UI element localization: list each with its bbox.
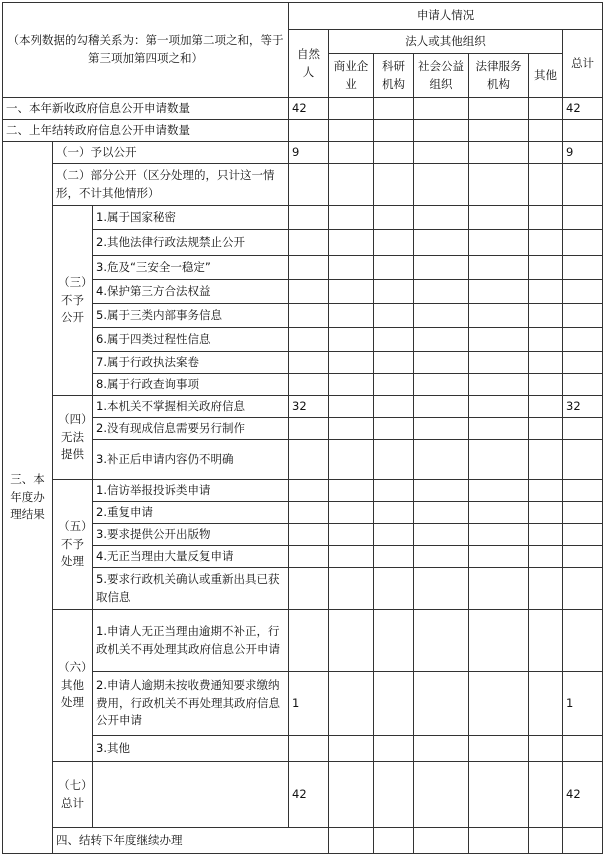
row-other-handling-natural: 1 [289, 672, 329, 736]
row-new-requests-total: 42 [563, 98, 603, 120]
header-legal-or-other-org: 法人或其他组织 [329, 30, 563, 54]
gov-info-disclosure-table [2, 2, 603, 854]
item-unable: 2.没有现成信息需要另行制作 [93, 418, 289, 440]
header-other: 其他 [529, 54, 563, 98]
header-commercial: 商业企业 [329, 54, 374, 98]
row-grand-total-total: 42 [563, 762, 603, 828]
header-natural-person: 自然人 [289, 30, 329, 98]
item-unable: 1.本机关不掌握相关政府信息 [93, 396, 289, 418]
item-not-disclosed: 7.属于行政执法案卷 [93, 352, 289, 374]
header-note: （本列数据的勾稽关系为：第一项加第二项之和，等于第三项加第四项之和） [3, 3, 289, 98]
header-social-welfare: 社会公益组织 [414, 54, 469, 98]
item-not-processed: 3.要求提供公开出版物 [93, 524, 289, 546]
row-carry-forward-label: 四、结转下年度继续办理 [53, 828, 329, 854]
row-other-handling-total: 1 [563, 672, 603, 736]
item-not-disclosed: 5.属于三类内部事务信息 [93, 304, 289, 328]
item-other-handling: 3.其他 [93, 736, 289, 762]
item-not-disclosed: 1.属于国家秘密 [93, 206, 289, 230]
header-research: 科研机构 [374, 54, 414, 98]
row-carried-requests-label: 二、上年结转政府信息公开申请数量 [3, 120, 289, 142]
row-published-label: （一）予以公开 [53, 142, 289, 164]
item-not-disclosed: 2.其他法律行政法规禁止公开 [93, 230, 289, 256]
item-not-processed: 1.信访举报投诉类申请 [93, 480, 289, 502]
group-total-label: （七）总计 [53, 762, 93, 828]
section-results-label: 三、本年度办理结果 [3, 142, 53, 854]
row-published-natural: 9 [289, 142, 329, 164]
header-total: 总计 [563, 30, 603, 98]
group-not-disclosed-label: （三）不予公开 [53, 206, 93, 396]
item-unable: 3.补正后申请内容仍不明确 [93, 440, 289, 480]
header-applicant: 申请人情况 [289, 3, 603, 30]
row-published-total: 9 [563, 142, 603, 164]
item-other-handling: 1.申请人无正当理由逾期不补正，行政机关不再处理其政府信息公开申请 [93, 610, 289, 672]
row-grand-total-natural: 42 [289, 762, 329, 828]
item-not-disclosed: 6.属于四类过程性信息 [93, 328, 289, 352]
item-not-processed: 2.重复申请 [93, 502, 289, 524]
item-not-disclosed: 3.危及“三安全一稳定” [93, 256, 289, 280]
header-legal-service: 法律服务机构 [469, 54, 529, 98]
row-new-requests-label: 一、本年新收政府信息公开申请数量 [3, 98, 289, 120]
group-other-handling-label: （六）其他处理 [53, 610, 93, 762]
group-unable-label: （四）无法提供 [53, 396, 93, 480]
item-not-disclosed: 8.属于行政查询事项 [93, 374, 289, 396]
item-other-handling: 2.申请人逾期未按收费通知要求缴纳费用，行政机关不再处理其政府信息公开申请 [93, 672, 289, 736]
row-unable-total: 32 [563, 396, 603, 418]
item-not-disclosed: 4.保护第三方合法权益 [93, 280, 289, 304]
group-not-processed-label: （五）不予处理 [53, 480, 93, 610]
row-new-requests-natural: 42 [289, 98, 329, 120]
row-partial-label: （二）部分公开（区分处理的，只计这一情形，不计其他情形） [53, 164, 289, 206]
row-unable-natural: 32 [289, 396, 329, 418]
item-not-processed: 5.要求行政机关确认或重新出具已获取信息 [93, 568, 289, 610]
item-not-processed: 4.无正当理由大量反复申请 [93, 546, 289, 568]
